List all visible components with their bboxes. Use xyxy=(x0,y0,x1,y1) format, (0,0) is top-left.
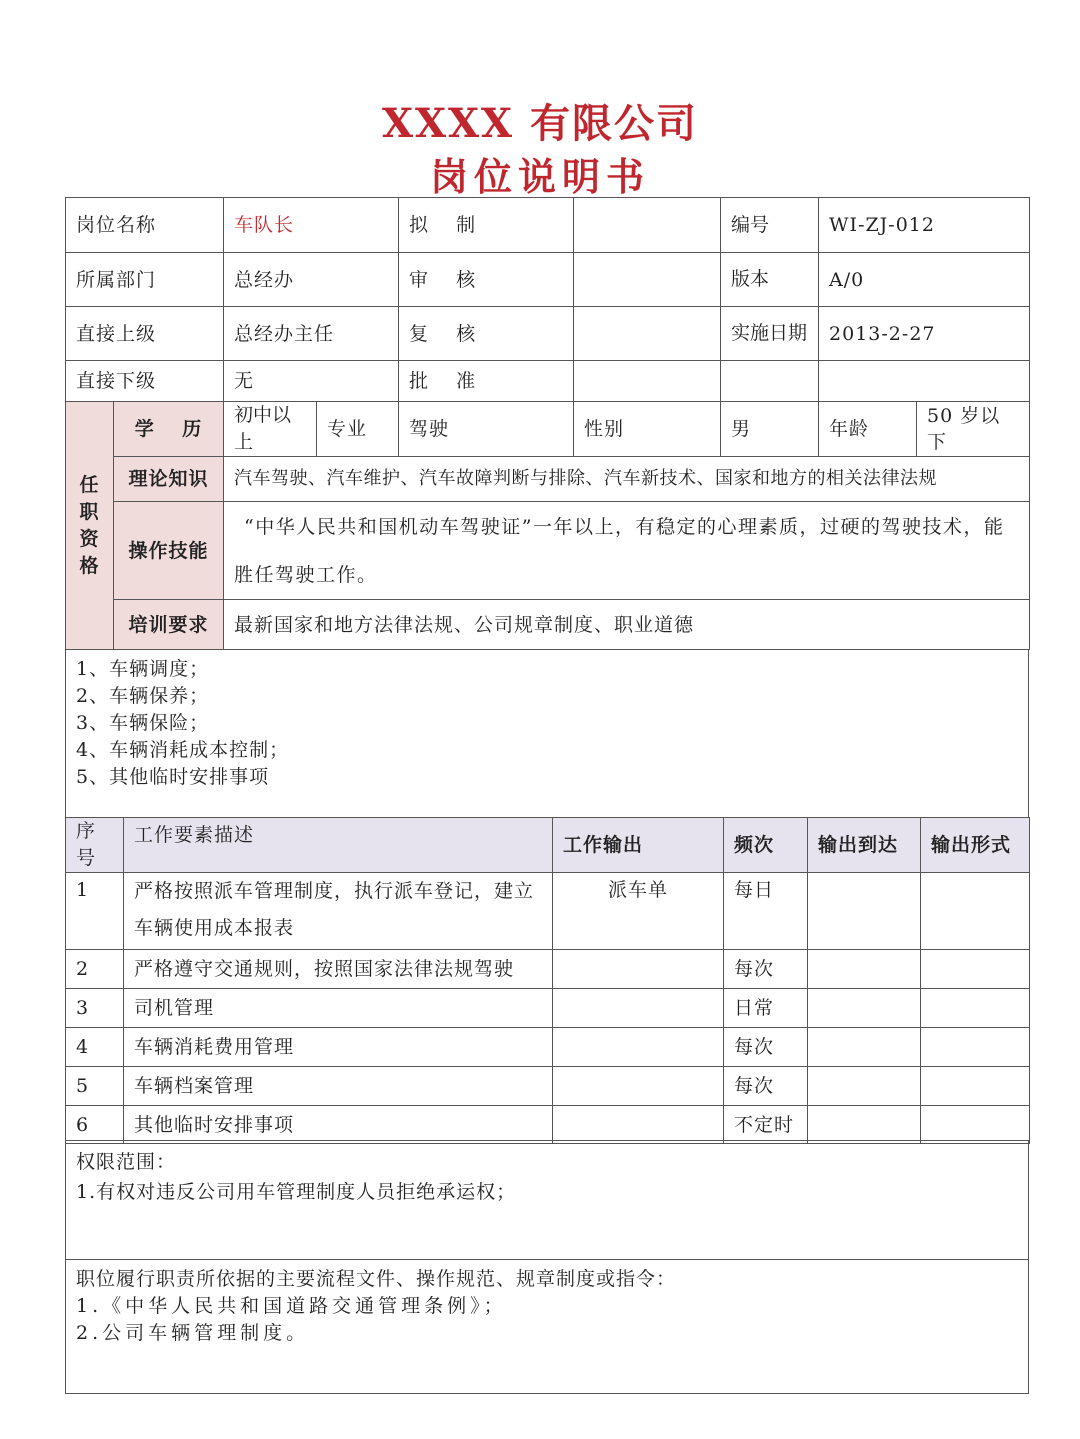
row-output xyxy=(553,1028,724,1067)
table-row xyxy=(66,1067,1030,1106)
row-destination xyxy=(808,989,921,1028)
row-frequency: 每次 xyxy=(724,950,808,989)
row-destination xyxy=(808,1106,921,1144)
label-rechecker: 复 核 xyxy=(399,307,574,361)
value-empty xyxy=(819,361,1030,402)
info-table xyxy=(65,197,1030,650)
value-age: 50 岁以下 xyxy=(917,402,1030,457)
row-output xyxy=(553,1106,724,1144)
table-row xyxy=(66,950,1030,989)
row-frequency: 日常 xyxy=(724,989,808,1028)
row-output xyxy=(553,1067,724,1106)
duty-item: 2、车辆保养； xyxy=(76,685,210,707)
value-version: A/0 xyxy=(819,253,1030,307)
authority-table xyxy=(65,1140,1029,1394)
row-frequency: 每次 xyxy=(724,1067,808,1106)
table-row xyxy=(66,989,1030,1028)
row-desc: 车辆消耗费用管理 xyxy=(124,1028,553,1067)
row-destination xyxy=(808,873,921,950)
table-row xyxy=(66,1106,1030,1144)
row-form xyxy=(921,1067,1030,1106)
value-code: WI-ZJ-012 xyxy=(819,198,1030,253)
label-gender: 性别 xyxy=(574,402,721,457)
value-job-title: 车队长 xyxy=(224,198,399,253)
row-output xyxy=(553,950,724,989)
row-no: 2 xyxy=(66,950,124,989)
row-frequency: 每日 xyxy=(724,873,808,950)
row-no: 3 xyxy=(66,989,124,1028)
value-skill: “中华人民共和国机动车驾驶证”一年以上，有稳定的心理素质，过硬的驾驶技术，能胜任驾驶工作。 xyxy=(224,502,1030,600)
row-form xyxy=(921,989,1030,1028)
value-approver xyxy=(574,361,721,402)
header-desc: 工作要素描述 xyxy=(124,818,553,873)
row-output: 派车单 xyxy=(553,873,724,950)
value-rechecker xyxy=(574,307,721,361)
label-skill: 操作技能 xyxy=(114,502,224,600)
row-desc: 严格遵守交通规则，按照国家法律法规驾驶 xyxy=(124,950,553,989)
duties-cell xyxy=(66,650,1029,818)
label-code: 编号 xyxy=(721,198,819,253)
header-destination: 输出到达 xyxy=(808,818,921,873)
value-theory: 汽车驾驶、汽车维护、汽车故障判断与排除、汽车新技术、国家和地方的相关法律法规 xyxy=(224,457,1030,502)
header-form: 输出形式 xyxy=(921,818,1030,873)
label-education: 学 历 xyxy=(114,402,224,457)
company-title: XXXX 有限公司 xyxy=(381,100,699,147)
basis-label: 职位履行职责所依据的主要流程文件、操作规范、规章制度或指令： xyxy=(76,1268,677,1290)
row-form xyxy=(921,950,1030,989)
row-no: 6 xyxy=(66,1106,124,1144)
basis-cell xyxy=(66,1260,1029,1394)
value-reviewer xyxy=(574,253,721,307)
row-frequency: 不定时 xyxy=(724,1106,808,1144)
label-approver: 批 准 xyxy=(399,361,574,402)
value-training: 最新国家和地方法律法规、公司规章制度、职业道德 xyxy=(224,600,1030,650)
row-no: 4 xyxy=(66,1028,124,1067)
header-output: 工作输出 xyxy=(553,818,724,873)
row-desc: 其他临时安排事项 xyxy=(124,1106,553,1144)
value-gender: 男 xyxy=(721,402,819,457)
qualification-section-label: 任职资格 xyxy=(66,402,114,650)
table-row xyxy=(66,873,1030,950)
row-form xyxy=(921,1028,1030,1067)
document-title: 岗位说明书 xyxy=(429,154,650,199)
label-training: 培训要求 xyxy=(114,600,224,650)
duty-item: 3、车辆保险； xyxy=(76,712,210,734)
row-no: 1 xyxy=(66,873,124,950)
row-form xyxy=(921,873,1030,950)
label-effective-date: 实施日期 xyxy=(721,307,819,361)
value-subordinate: 无 xyxy=(224,361,399,402)
row-desc: 严格按照派车管理制度，执行派车登记，建立车辆使用成本报表 xyxy=(124,873,553,950)
label-superior: 直接上级 xyxy=(66,307,224,361)
row-no: 5 xyxy=(66,1067,124,1106)
value-major: 驾驶 xyxy=(399,402,574,457)
value-drafter xyxy=(574,198,721,253)
duty-item: 4、车辆消耗成本控制； xyxy=(76,739,290,761)
row-destination xyxy=(808,1028,921,1067)
work-table xyxy=(65,817,1030,1144)
label-age: 年龄 xyxy=(819,402,917,457)
label-drafter: 拟 制 xyxy=(399,198,574,253)
duties-table xyxy=(65,649,1029,818)
label-subordinate: 直接下级 xyxy=(66,361,224,402)
row-desc: 车辆档案管理 xyxy=(124,1067,553,1106)
value-effective-date: 2013-2-27 xyxy=(819,307,1030,361)
label-job-title: 岗位名称 xyxy=(66,198,224,253)
value-department: 总经办 xyxy=(224,253,399,307)
row-destination xyxy=(808,950,921,989)
row-output xyxy=(553,989,724,1028)
row-form xyxy=(921,1106,1030,1144)
label-version: 版本 xyxy=(721,253,819,307)
row-frequency: 每次 xyxy=(724,1028,808,1067)
header-frequency: 频次 xyxy=(724,818,808,873)
row-desc: 司机管理 xyxy=(124,989,553,1028)
label-major: 专业 xyxy=(317,402,399,457)
label-empty xyxy=(721,361,819,402)
row-destination xyxy=(808,1067,921,1106)
table-row xyxy=(66,1028,1030,1067)
authority-label: 权限范围： xyxy=(76,1151,177,1173)
label-reviewer: 审 核 xyxy=(399,253,574,307)
value-superior: 总经办主任 xyxy=(224,307,399,361)
value-education: 初中以上 xyxy=(224,402,317,457)
basis-item: 1.《中华人民共和国道路交通管理条例》； xyxy=(76,1295,507,1317)
basis-item: 2.公司车辆管理制度。 xyxy=(76,1322,310,1344)
header-no: 序号 xyxy=(66,818,124,873)
duty-item: 1、车辆调度； xyxy=(76,658,210,680)
authority-item: 1.有权对违反公司用车管理制度人员拒绝承运权； xyxy=(76,1181,517,1203)
label-department: 所属部门 xyxy=(66,253,224,307)
authority-cell xyxy=(66,1141,1029,1260)
duty-item: 5、其他临时安排事项 xyxy=(76,766,270,788)
label-theory: 理论知识 xyxy=(114,457,224,502)
